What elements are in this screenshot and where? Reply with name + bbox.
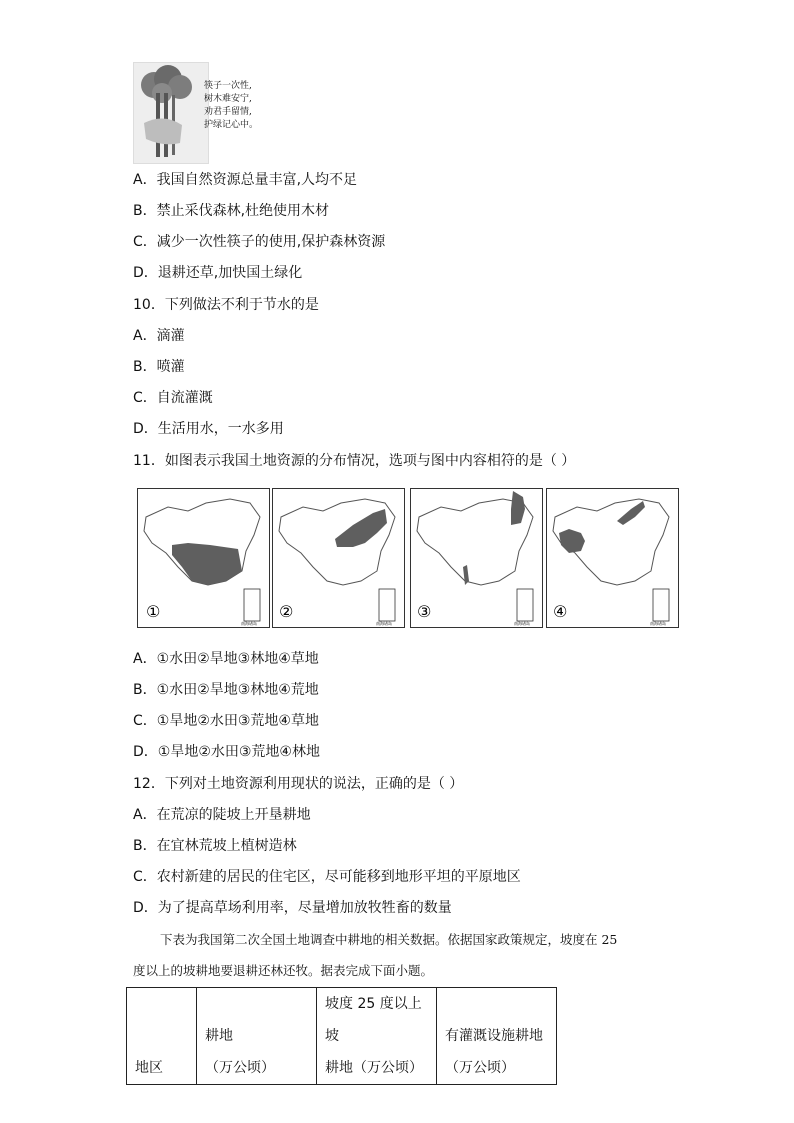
q11-option-c[interactable]: C．①旱地②水田③荒地④草地 [133,713,319,729]
caption-line: 筷子一次性, [204,81,252,91]
inset-label: 南海诸岛 [650,621,666,626]
inset-label: 南海诸岛 [376,621,392,626]
q9-option-d[interactable]: D．退耕还草,加快国土绿化 [133,265,303,281]
inset-label: 南海诸岛 [241,621,257,626]
farmland-table [126,987,557,1085]
inset-label: 南海诸岛 [514,621,530,626]
land-map-2 [272,488,405,628]
header-unit: （万公顷） [205,1060,275,1076]
q9-option-b[interactable]: B．禁止采伐森林,杜绝使用木材 [133,203,330,219]
header-label: 有灌溉设施耕地 [445,1028,543,1044]
header-cell-region [127,988,197,1085]
chopsticks-tree-illustration [133,62,209,164]
land-map-3 [410,488,543,628]
q12-option-a[interactable]: A．在荒凉的陡坡上开垦耕地 [133,807,311,823]
poster-caption [204,80,258,132]
q11-stem: 11．如图表示我国土地资源的分布情况，选项与图中内容相符的是（ ） [133,453,576,469]
header-cell-farmland [197,988,317,1085]
q10-stem: 10．下列做法不利于节水的是 [133,297,319,313]
header-cell-irrigated-farmland [437,988,557,1085]
q11-option-b[interactable]: B．①水田②旱地③林地④荒地 [133,682,319,698]
header-label: 耕地 [205,1028,233,1044]
header-unit: （万公顷） [445,1060,515,1076]
passage-line-2: 度以上的坡耕地要退耕还林还牧。据表完成下面小题。 [133,963,434,978]
q10-option-c[interactable]: C．自流灌溉 [133,390,213,406]
tree-icon [134,63,208,163]
header-unit: 耕地（万公顷） [325,1060,423,1076]
map-number-label: ② [279,602,294,621]
caption-line: 护绿记心中。 [204,120,259,130]
map-number-label: ① [146,602,161,621]
q10-option-d[interactable]: D．生活用水，一水多用 [133,421,284,437]
q12-option-b[interactable]: B．在宜林荒坡上植树造林 [133,838,297,854]
q10-option-a[interactable]: A．滴灌 [133,328,185,344]
table-header-row [127,988,557,1085]
caption-line: 劝君手留情, [204,107,252,117]
q10-option-b[interactable]: B．喷灌 [133,359,185,375]
q12-stem: 12．下列对土地资源利用现状的说法，正确的是（ ） [133,776,464,792]
q12-option-d[interactable]: D．为了提高草场利用率，尽量增加放牧牲畜的数量 [133,900,452,916]
header-label: 坡度 25 度以上坡 [325,996,422,1044]
land-map-1 [137,488,270,628]
passage-line-1: 下表为我国第二次全国土地调查中耕地的相关数据。依据国家政策规定，坡度在 25 [160,932,618,947]
q12-option-c[interactable]: C．农村新建的居民的住宅区，尽可能移到地形平坦的平原地区 [133,869,521,885]
header-label: 地区 [135,1060,163,1076]
q11-option-d[interactable]: D．①旱地②水田③荒地④林地 [133,744,320,760]
land-map-4 [546,488,679,628]
map-number-label: ③ [417,602,432,621]
caption-line: 树木难安宁, [204,94,252,104]
q9-option-c[interactable]: C．减少一次性筷子的使用,保护森林资源 [133,234,386,250]
header-cell-slope-farmland [317,988,437,1085]
map-number-label: ④ [553,602,568,621]
q9-option-a[interactable]: A．我国自然资源总量丰富,人均不足 [133,172,358,188]
q11-option-a[interactable]: A．①水田②旱地③林地④草地 [133,651,319,667]
